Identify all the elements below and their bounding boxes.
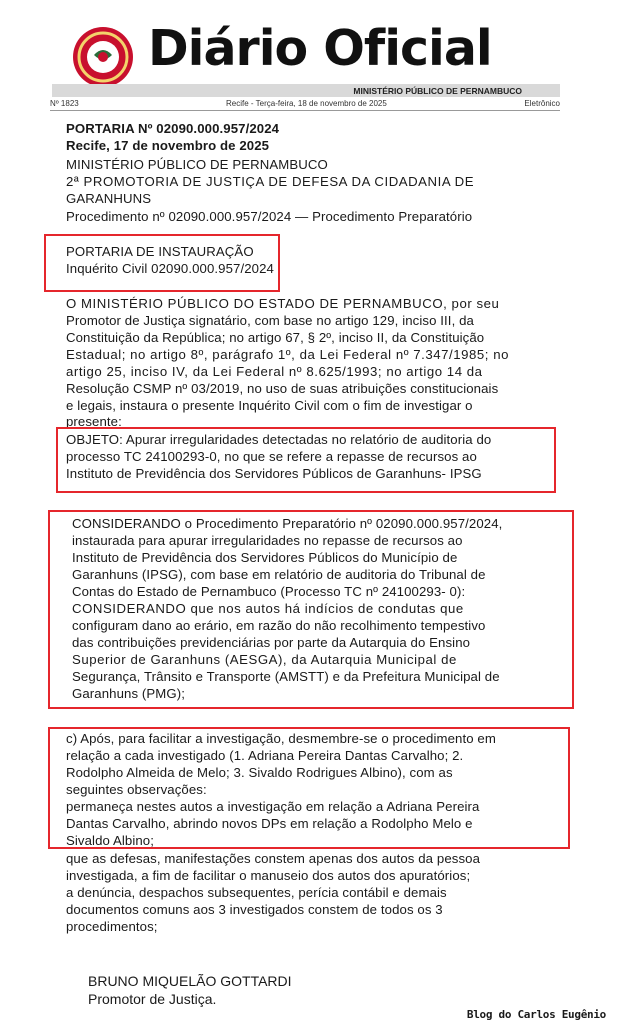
edition-label: Eletrônico	[524, 99, 560, 108]
considerando-line: Garanhuns (IPSG), com base em relatório de auditoria do Tribunal de	[72, 567, 486, 582]
preamble-line: Promotor de Justiça signatário, com base no artigo 129, inciso III, da	[66, 313, 474, 328]
issue-date: Recife - Terça-feira, 18 de novembro de 2025	[226, 99, 387, 108]
considerando-line: CONSIDERANDO que nos autos há indícios de condutas que	[72, 601, 464, 616]
promotoria-line-2: GARANHUNS	[66, 191, 152, 206]
considerando-line: Superior de Garanhuns (AESGA), da Autarquia Municipal de	[72, 652, 457, 667]
inquerito-number: Inquérito Civil 02090.000.957/2024	[66, 261, 274, 276]
item-c-line: Rodolpho Almeida de Melo; 3. Sivaldo Rodrigues Albino), com as	[66, 765, 453, 780]
institution-name: MINISTÉRIO PÚBLICO DE PERNAMBUCO	[353, 86, 522, 96]
item-c-line: procedimentos;	[66, 919, 158, 934]
blog-credit: Blog do Carlos Eugênio	[466, 1008, 606, 1021]
considerando-line: CONSIDERANDO o Procedimento Preparatório nº 02090.000.957/2024,	[72, 516, 503, 531]
preamble-line: Constituição da República; no artigo 67, § 2º, inciso II, da Constituição	[66, 330, 485, 345]
item-c-line: seguintes observações:	[66, 782, 207, 797]
instauracao-title: PORTARIA DE INSTAURAÇÃO	[66, 244, 254, 259]
considerando-line: das contribuições previdenciárias por parte da Autarquia do Ensino	[72, 635, 471, 650]
item-c-line: Sivaldo Albino;	[66, 833, 155, 848]
item-c-line: relação a cada investigado (1. Adriana Pereira Dantas Carvalho; 2.	[66, 748, 464, 763]
signature-block	[88, 972, 292, 1008]
preamble-line: e legais, instaura o presente Inquérito Civil com o fim de investigar o	[66, 398, 473, 413]
signer-name: BRUNO MIQUELÃO GOTTARDI	[88, 973, 292, 989]
org-name: MINISTÉRIO PÚBLICO DE PERNAMBUCO	[66, 157, 328, 172]
objeto-line: processo TC 24100293-0, no que se refere a repasse de recursos ao	[66, 449, 477, 464]
header-divider	[50, 110, 560, 111]
item-c-line: investigada, a fim de facilitar o manuseio dos autos dos apuratórios;	[66, 868, 471, 883]
preamble-line: presente:	[66, 414, 122, 429]
considerando-line: Segurança, Trânsito e Transporte (AMSTT) e da Prefeitura Municipal de	[72, 669, 500, 684]
preamble-line: O MINISTÉRIO PÚBLICO DO ESTADO DE PERNAMBUCO, por seu	[66, 296, 500, 311]
objeto-line: Instituto de Previdência dos Servidores Públicos de Garanhuns- IPSG	[66, 466, 482, 481]
portaria-number: PORTARIA Nº 02090.000.957/2024	[66, 121, 280, 136]
portaria-date: Recife, 17 de novembro de 2025	[66, 138, 270, 153]
objeto-line: OBJETO: Apurar irregularidades detectadas no relatório de auditoria do	[66, 432, 492, 447]
item-c-line: permaneça nestes autos a investigação em relação a Adriana Pereira	[66, 799, 480, 814]
considerando-line: Contas do Estado de Pernambuco (Processo TC nº 24100293- 0):	[72, 584, 466, 599]
item-c-line: documentos comuns aos 3 investigados constem de todos os 3	[66, 902, 443, 917]
procedimento-line: Procedimento nº 02090.000.957/2024 — Procedimento Preparatório	[66, 209, 473, 224]
considerando-line: Garanhuns (PMG);	[72, 686, 185, 701]
signer-role: Promotor de Justiça.	[88, 991, 217, 1007]
item-c-line: Dantas Carvalho, abrindo novos DPs em relação a Rodolpho Melo e	[66, 816, 473, 831]
item-c-line: a denúncia, despachos subsequentes, perícia contábil e demais	[66, 885, 447, 900]
preamble-line: Estadual; no artigo 8º, parágrafo 1º, da Lei Federal nº 7.347/1985; no	[66, 347, 509, 362]
considerando-line: configuram dano ao erário, em razão do não recolhimento tempestivo	[72, 618, 486, 633]
item-c-line: que as defesas, manifestações constem apenas dos autos da pessoa	[66, 851, 481, 866]
newspaper-title: Diário Oficial	[148, 20, 492, 77]
preamble-line: Resolução CSMP nº 03/2019, no uso de suas atribuições constitucionais	[66, 381, 499, 396]
issue-number: Nº 1823	[50, 99, 79, 108]
preamble-line: artigo 25, inciso IV, da Lei Federal nº 8.625/1993; no artigo 14 da	[66, 364, 483, 379]
considerando-line: instaurada para apurar irregularidades no repasse de recursos ao	[72, 533, 463, 548]
promotoria-line-1: 2ª PROMOTORIA DE JUSTIÇA DE DEFESA DA CIDADANIA DE	[66, 174, 475, 189]
item-c-line: c) Após, para facilitar a investigação, desmembre-se o procedimento em	[66, 731, 496, 746]
mppe-seal-icon	[72, 26, 134, 88]
considerando-line: Instituto de Previdência dos Servidores Públicos do Município de	[72, 550, 458, 565]
